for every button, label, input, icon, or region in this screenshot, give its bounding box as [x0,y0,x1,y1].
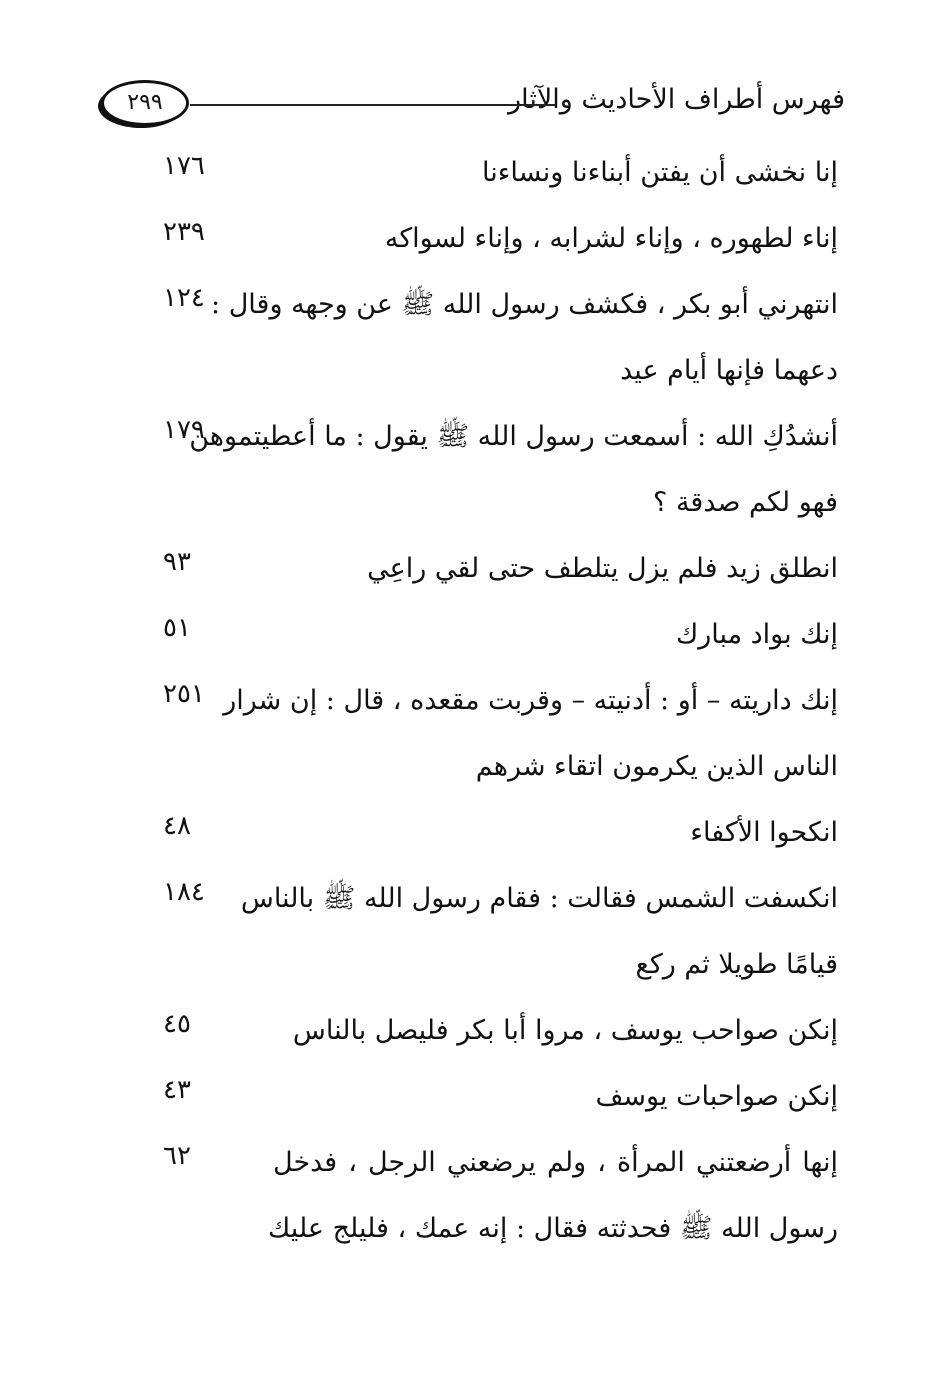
entry-text-line: إنك داريته – أو : أدنيته – وقربت مقعده ، قال : إن شرار [223,685,838,716]
entry-page-ref: ١٨٤ [163,877,205,907]
entry-text-line: إنك بواد مبارك [675,619,838,650]
index-entry [163,998,838,1064]
entry-text-line: دعهما فإنها أيام عيد [620,355,838,386]
entry-text-line: الناس الذين يكرمون اتقاء شرهم [475,751,838,782]
entry-page-ref: ٤٨ [163,811,191,841]
index-entry [163,404,838,536]
entry-page-ref: ١٧٩ [163,415,205,445]
entry-text-line: فهو لكم صدقة ؟ [653,487,838,518]
entry-text-line: انتهرني أبو بكر ، فكشف رسول الله ﷺ عن وجهه وقال : [211,289,838,320]
entry-text-line: رسول الله ﷺ فحدثته فقال : إنه عمك ، فليلج عليك [268,1213,838,1244]
index-entry [163,800,838,866]
entry-text-line: إنكن صواحبات يوسف [595,1081,838,1112]
entry-text-line: انطلق زيد فلم يزل يتلطف حتى لقي راعِي [367,553,838,584]
entry-page-ref: ٤٣ [163,1075,191,1105]
page-number: ٢٩٩ [127,90,163,115]
entry-page-ref: ٩٣ [163,547,191,577]
entry-page-ref: ٢٥١ [163,679,205,709]
index-entry [163,1130,838,1262]
entry-text-line: أنشدُكِ الله : أسمعت رسول الله ﷺ يقول : ما أعطيتموهن [189,421,838,452]
index-entry [163,536,838,602]
index-entry [163,602,838,668]
entry-text-line: إنكن صواحب يوسف ، مروا أبا بكر فليصل بالناس [292,1015,838,1046]
index-entry [163,272,838,404]
entry-page-ref: ١٧٦ [163,151,205,181]
entry-page-ref: ٥١ [163,613,191,643]
index-entry [163,140,838,206]
running-header-title: فهرس أطراف الأحاديث والآثار [508,84,845,115]
entry-page-ref: ٢٣٩ [163,217,205,247]
entry-text-line: انكسفت الشمس فقالت : فقام رسول الله ﷺ بالناس [240,883,838,914]
entry-text-line: قيامًا طويلا ثم ركع [635,949,838,980]
entry-page-ref: ٤٥ [163,1009,191,1039]
entry-text-line: إنا نخشى أن يفتن أبناءنا ونساءنا [481,157,838,188]
header-rule [190,104,555,106]
page-number-badge [101,80,189,126]
entry-text-line: انكحوا الأكفاء [690,817,838,848]
index-entry-list [163,140,838,1262]
entry-page-ref: ١٢٤ [163,283,205,313]
index-entry [163,866,838,998]
entry-page-ref: ٦٢ [163,1141,191,1171]
running-header [95,78,845,128]
index-entry [163,668,838,800]
index-entry [163,206,838,272]
entry-text-line: إناء لطهوره ، وإناء لشرابه ، وإناء لسواكه [384,223,838,254]
entry-text-line: إنها أرضعتني المرأة ، ولم يرضعني الرجل ، فدخل [273,1147,838,1178]
index-entry [163,1064,838,1130]
